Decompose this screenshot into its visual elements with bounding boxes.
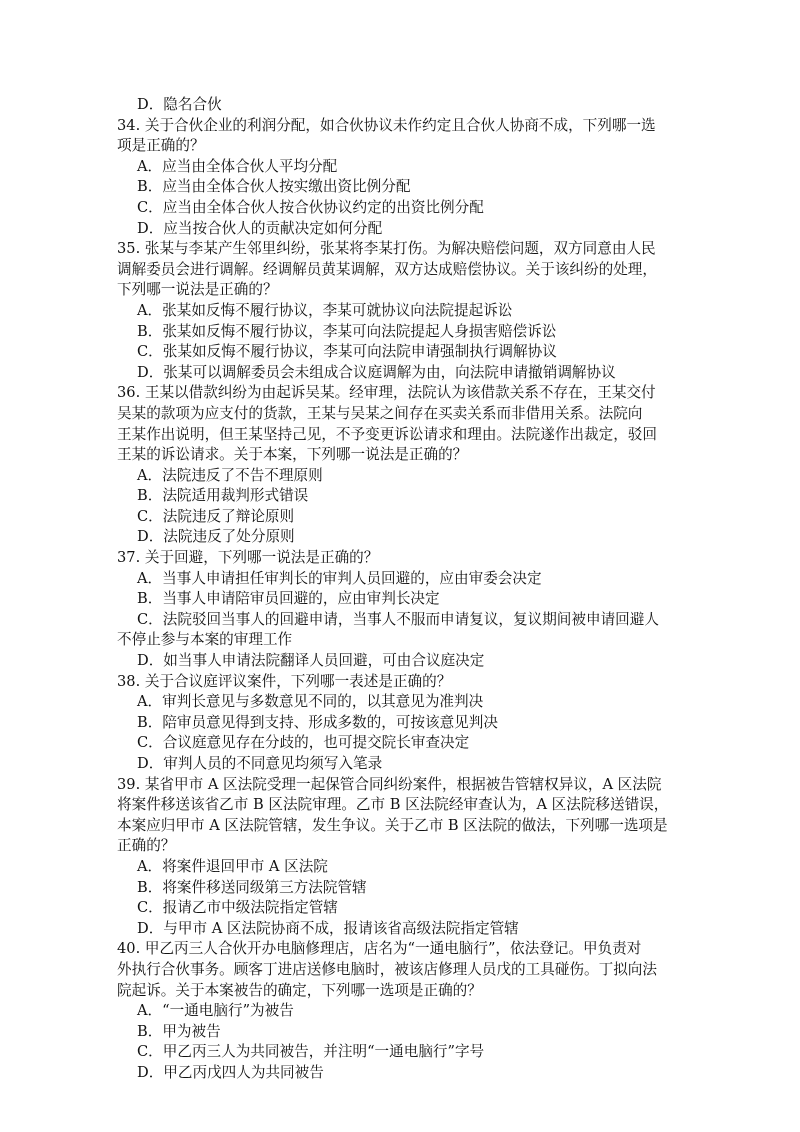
option-c: C．合议庭意见存在分歧的，也可提交院长审查决定 [137,734,470,752]
option-a: A．应当由全体合伙人平均分配 [137,157,338,175]
question-stem: 本案应归甲市 A 区法院管辖，发生争议。关于乙市 B 区法院的做法，下列哪一选项是 [117,816,668,834]
option-d: D．与甲市 A 区法院协商不成，报请该省高级法院指定管辖 [137,919,519,937]
option-a: A．审判长意见与多数意见不同的，以其意见为准判决 [137,693,484,711]
question-37 [117,548,693,672]
option-b: B．将案件移送同级第三方法院管辖 [137,878,367,896]
question-stem: 38. 关于合议庭评议案件，下列哪一表述是正确的？ [117,672,452,690]
question-stem: 40. 甲乙丙三人合伙开办电脑修理店，店名为“一通电脑行”，依法登记。甲负责对 [117,940,642,958]
question-stem: 项是正确的？ [117,137,205,155]
option-d: D．如当事人申请法院翻译人员回避，可由合议庭决定 [137,652,485,670]
question-36 [117,383,693,548]
option-a: A．张某如反悔不履行协议，李某可就协议向法院提起诉讼 [137,301,513,319]
question-stem: 34. 关于合伙企业的利润分配，如合伙协议未作约定且合伙人协商不成，下列哪一选 [117,116,656,134]
question-stem: 37. 关于回避，下列哪一说法是正确的？ [117,549,379,567]
option-a: A．法院违反了不告不理原则 [137,466,323,484]
option-d: D．法院违反了处分原则 [137,528,295,546]
option-d: D．张某可以调解委员会未组成合议庭调解为由，向法院申请撤销调解协议 [137,363,616,381]
question-stem: 35. 张某与李某产生邻里纠纷，张某将李某打伤。为解决赔偿问题，双方同意由人民 [117,240,656,258]
option-d: D．应当按合伙人的贡献决定如何分配 [137,219,383,237]
question-38 [117,672,693,775]
option-a: A．“一通电脑行”为被告 [137,1002,294,1020]
option-b: B．甲为被告 [137,1022,221,1040]
option-b: B．陪审员意见得到支持、形成多数的，可按该意见判决 [137,713,498,731]
option-c: C．法院违反了辩论原则 [137,507,295,525]
question-40 [117,939,693,1083]
question-stem: 39. 某省甲市 A 区法院受理一起保管合同纠纷案件，根据被告管辖权异议，A 区法院 [117,775,662,793]
option-c-continued: 不停止参与本案的审理工作 [117,631,293,649]
exam-questions [117,95,693,1084]
option-b: B．应当由全体合伙人按实缴出资比例分配 [137,178,411,196]
question-stem: 王某作出说明，但王某坚持己见，不予变更诉讼请求和理由。法院遂作出裁定，驳回 [117,425,657,443]
option-a: A．将案件退回甲市 A 区法院 [137,857,328,875]
option-b: B．法院适用裁判形式错误 [137,487,309,505]
question-34 [117,116,693,240]
question-stem: 外执行合伙事务。顾客丁进店送修电脑时，被该店修理人员戊的工具碰伤。丁拟向法 [117,960,657,978]
option-a: A．当事人申请担任审判长的审判人员回避的，应由审委会决定 [137,569,542,587]
option-c: C．法院驳回当事人的回避申请，当事人不服而申请复议，复议期间被申请回避人 [137,610,659,628]
option-c: C．甲乙丙三人为共同被告，并注明“一通电脑行”字号 [137,1043,485,1061]
question-stem: 院起诉。关于本案被告的确定，下列哪一选项是正确的？ [117,981,482,999]
question-stem: 下列哪一说法是正确的？ [117,281,278,299]
question-stem: 正确的？ [117,837,176,855]
option-c: C．张某如反悔不履行协议，李某可向法院申请强制执行调解协议 [137,343,557,361]
question-stem: 调解委员会进行调解。经调解员黄某调解，双方达成赔偿协议。关于该纠纷的处理， [117,260,657,278]
question-35 [117,239,693,383]
question-39 [117,775,693,940]
option-c: C．应当由全体合伙人按合伙协议约定的出资比例分配 [137,198,484,216]
question-stem: 36. 王某以借款纠纷为由起诉吴某。经审理，法院认为该借款关系不存在，王某交付 [117,384,656,402]
question-33-tail [117,95,693,116]
question-stem: 王某的诉讼请求。关于本案，下列哪一说法是正确的？ [117,446,468,464]
option-d: D．隐名合伙 [137,96,222,113]
option-b: B．张某如反悔不履行协议，李某可向法院提起人身损害赔偿诉讼 [137,322,557,340]
question-stem: 将案件移送该省乙市 B 区法院审理。乙市 B 区法院经审查认为，A 区法院移送错误， [117,796,669,814]
option-d: D．甲乙丙戊四人为共同被告 [137,1063,324,1081]
question-stem: 吴某的款项为应支付的货款，王某与吴某之间存在买卖关系而非借用关系。法院向 [117,404,643,422]
option-d: D．审判人员的不同意见均须写入笔录 [137,755,383,772]
option-c: C．报请乙市中级法院指定管辖 [137,899,338,917]
option-b: B．当事人申请陪审员回避的，应由审判长决定 [137,590,440,608]
